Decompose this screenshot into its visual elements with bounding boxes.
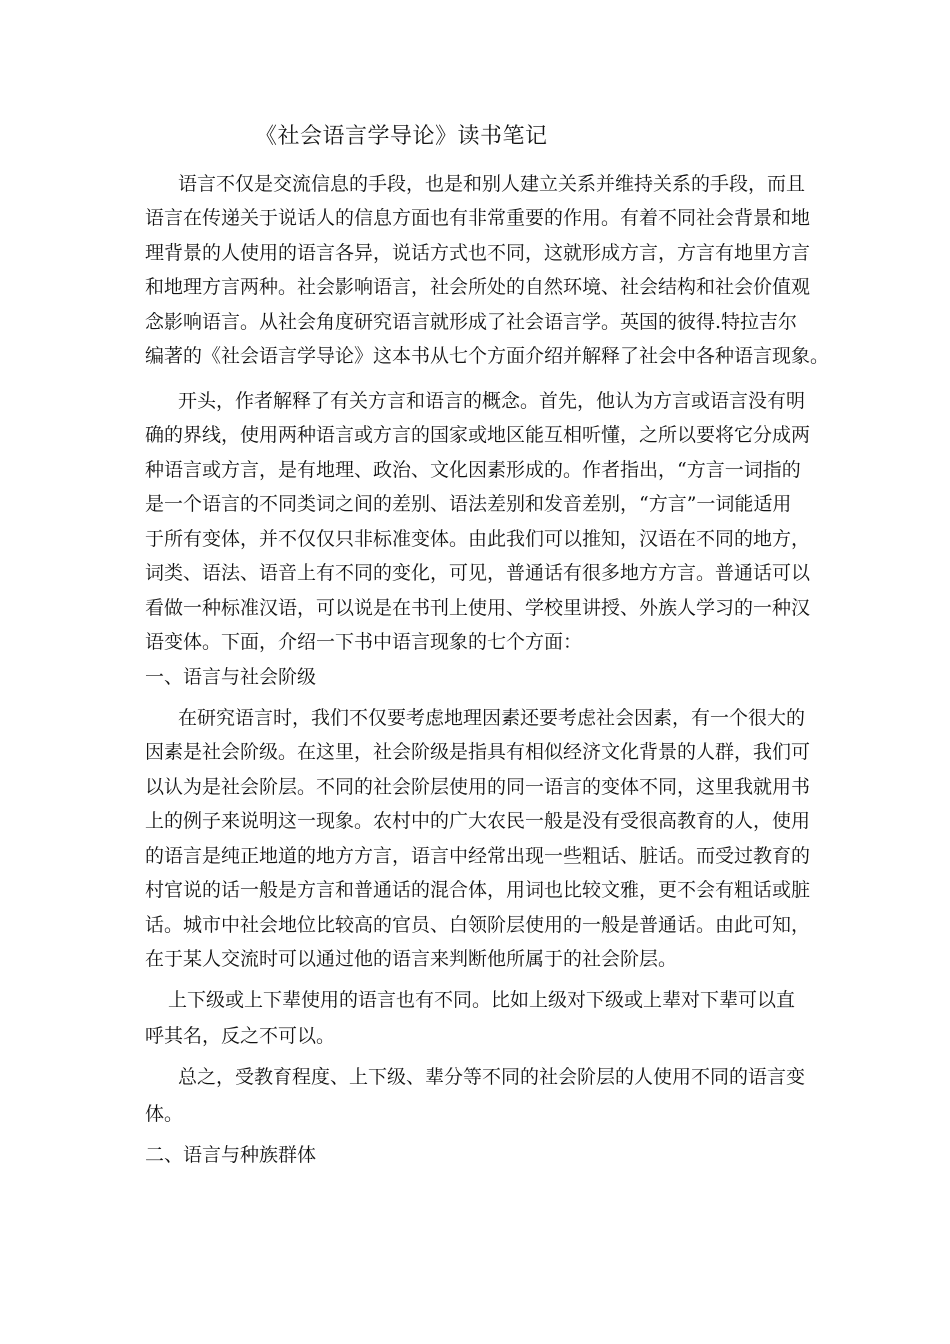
paragraph-line: 在于某人交流时可以通过他的语言来判断他所属于的社会阶层。 <box>145 948 678 970</box>
paragraph-line: 村官说的话一般是方言和普通话的混合体，用词也比较文雅，更不会有粗话或脏 <box>145 879 811 901</box>
paragraph-line: 以认为是社会阶层。不同的社会阶层使用的同一语言的变体不同，这里我就用书 <box>145 776 811 798</box>
paragraph-line: 语言在传递关于说话人的信息方面也有非常重要的作用。有着不同社会背景和地 <box>145 207 811 229</box>
paragraph-line: 在研究语言时，我们不仅要考虑地理因素还要考虑社会因素，有一个很大的 <box>178 707 806 729</box>
paragraph-line: 理背景的人使用的语言各异，说话方式也不同，这就形成方言，方言有地里方言 <box>145 242 811 264</box>
paragraph-line: 看做一种标准汉语，可以说是在书刊上使用、学校里讲授、外族人学习的一种汉 <box>145 597 811 619</box>
paragraph-line: 种语言或方言，是有地理、政治、文化因素形成的。作者指出，“方言一词指的 <box>145 459 801 481</box>
paragraph-line: 语言不仅是交流信息的手段，也是和别人建立关系并维持关系的手段，而且 <box>178 173 806 195</box>
paragraph-line: 语变体。下面，介绍一下书中语言现象的七个方面： <box>145 631 583 653</box>
paragraph-line: 总之，受教育程度、上下级、辈分等不同的社会阶层的人使用不同的语言变 <box>178 1066 806 1088</box>
paragraph-line: 话。城市中社会地位比较高的官员、白领阶层使用的一般是普通话。由此可知， <box>145 914 811 936</box>
paragraph-line: 上的例子来说明这一现象。农村中的广大农民一般是没有受很高教育的人，使用 <box>145 810 811 832</box>
section-heading: 二、语言与种族群体 <box>145 1144 317 1166</box>
paragraph-line: 开头，作者解释了有关方言和语言的概念。首先，他认为方言或语言没有明 <box>178 390 806 412</box>
section-heading: 一、语言与社会阶级 <box>145 666 317 688</box>
paragraph-line: 词类、语法、语音上有不同的变化，可见，普通话有很多地方方言。普通话可以 <box>145 562 811 584</box>
paragraph-line: 念影响语言。从社会角度研究语言就形成了社会语言学。英国的彼得.特拉吉尔 <box>145 311 798 333</box>
paragraph-line: 是一个语言的不同类词之间的差别、语法差别和发音差别，“方言”一词能适用 <box>145 493 792 515</box>
paragraph-line: 上下级或上下辈使用的语言也有不同。比如上级对下级或上辈对下辈可以直 <box>168 989 796 1011</box>
document-title: 《社会语言学导论》读书笔记 <box>255 124 548 149</box>
paragraph-line: 的语言是纯正地道的地方方言，语言中经常出现一些粗话、脏话。而受过教育的 <box>145 845 811 867</box>
paragraph-line: 和地理方言两种。社会影响语言，社会所处的自然环境、社会结构和社会价值观 <box>145 276 811 298</box>
paragraph-line: 体。 <box>145 1103 184 1125</box>
paragraph-line: 呼其名，反之不可以。 <box>145 1025 336 1047</box>
paragraph-line: 编著的《社会语言学导论》这本书从七个方面介绍并解释了社会中各种语言现象。 <box>145 345 830 367</box>
paragraph-line: 确的界线，使用两种语言或方言的国家或地区能互相听懂，之所以要将它分成两 <box>145 424 811 446</box>
paragraph-line: 因素是社会阶级。在这里，社会阶级是指具有相似经济文化背景的人群，我们可 <box>145 741 811 763</box>
paragraph-line: 于所有变体，并不仅仅只非标准变体。由此我们可以推知，汉语在不同的地方， <box>145 528 811 550</box>
